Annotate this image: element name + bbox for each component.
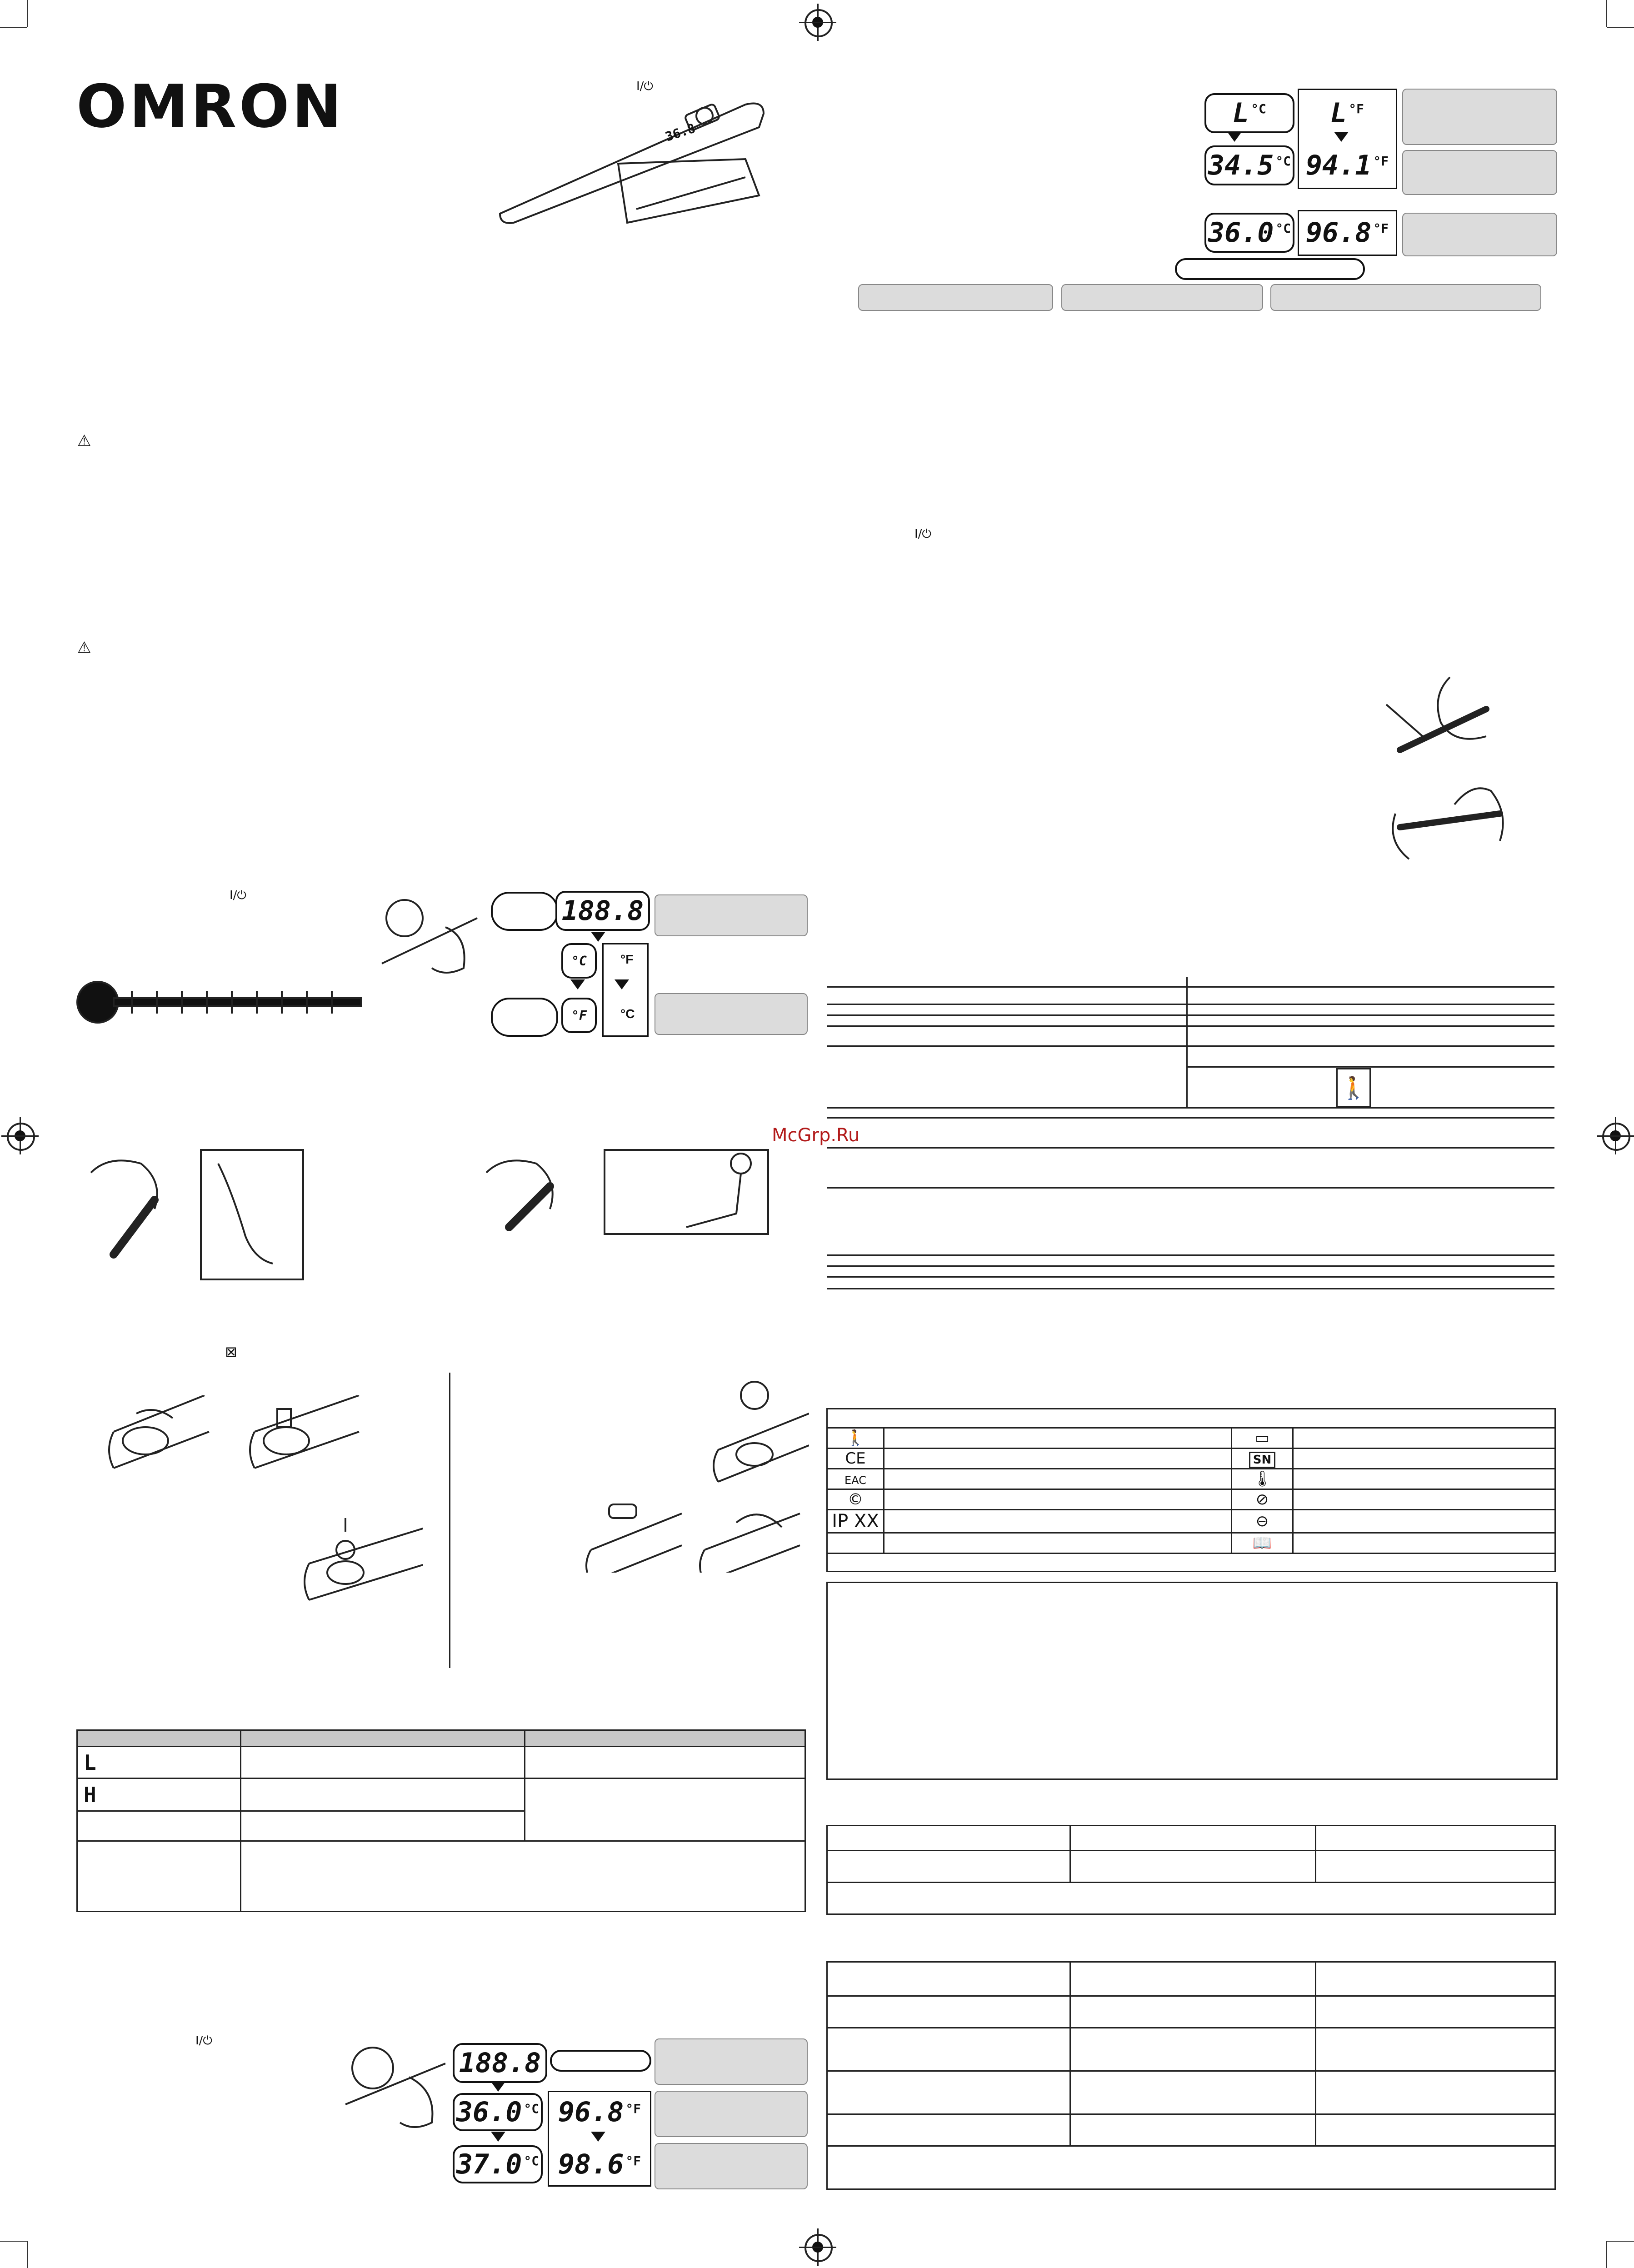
lcd-unit: °F xyxy=(1373,221,1389,236)
symbol-cell xyxy=(827,1469,884,1489)
crop-mark xyxy=(1607,2241,1634,2242)
lcd-unit: °F xyxy=(625,2101,641,2116)
table-cell xyxy=(1293,1469,1555,1489)
lcd-low-c xyxy=(1204,93,1294,133)
lcd-value-968: 96.8 xyxy=(558,2096,624,2128)
crop-mark xyxy=(1607,27,1634,28)
applied-part-icon: 🚶 xyxy=(845,1429,865,1447)
table-cell xyxy=(1070,2114,1316,2146)
power-symbol-top: I/⏻ xyxy=(636,80,653,93)
hand-pressing-button-illustration xyxy=(377,891,482,982)
thermometer-icon: 🌡 xyxy=(1252,1470,1272,1488)
table-cell xyxy=(1316,1962,1555,1996)
crop-mark xyxy=(0,27,27,28)
table-cell xyxy=(1070,1962,1316,1996)
error-code-l: L xyxy=(84,1750,96,1775)
table-cell xyxy=(241,1811,525,1841)
table-header-cell xyxy=(827,1409,1555,1428)
spec-rule xyxy=(827,1265,1554,1267)
symbol-cell xyxy=(1232,1428,1293,1449)
certification-mark-icon: © xyxy=(848,1490,863,1509)
grey-label-box xyxy=(1061,284,1263,311)
grey-note-box xyxy=(655,2091,808,2137)
table-cell xyxy=(241,1841,805,1912)
symbol-cell xyxy=(827,1449,884,1469)
table-cell xyxy=(1316,1851,1555,1883)
spec-rule xyxy=(827,1187,1554,1189)
error-table xyxy=(76,1729,806,1912)
eac-mark-icon: EAC xyxy=(844,1474,866,1487)
spec-rule xyxy=(827,1276,1554,1278)
battery-cover-removal-illustration xyxy=(105,1395,423,1668)
table-cell xyxy=(1070,1826,1316,1851)
table-cell xyxy=(77,1747,241,1778)
table-cell xyxy=(77,1811,241,1841)
lcd-memory-c xyxy=(453,2093,543,2131)
callout-bubble xyxy=(1175,258,1365,280)
lcd-value-370: 37.0 xyxy=(456,2148,522,2180)
lcd-memory-c-2 xyxy=(453,2145,543,2183)
dc-icon: ▭ xyxy=(1254,1429,1270,1447)
table-cell xyxy=(884,1428,1232,1449)
table-cell xyxy=(1316,2114,1555,2146)
lcd-low-f-value: L xyxy=(1330,97,1347,129)
armpit-seated-illustration xyxy=(477,1145,773,1236)
table-cell xyxy=(1293,1428,1555,1449)
read-manual-icon: 📖 xyxy=(1252,1534,1272,1552)
hand-pressing-button-illustration-2 xyxy=(341,2036,450,2136)
registration-mark-left xyxy=(7,1123,35,1151)
lcd-display-full xyxy=(555,891,650,931)
arrow-down-icon xyxy=(570,979,585,989)
table-cell xyxy=(525,1778,805,1841)
table-cell xyxy=(827,2114,1070,2146)
table-cell xyxy=(827,1826,1070,1851)
lcd-memory-f-2 xyxy=(552,2145,647,2183)
table-cell xyxy=(241,1747,525,1778)
lcd-low-f xyxy=(1302,93,1392,133)
lcd-unit-c xyxy=(561,943,597,979)
oral-measurement-illustration xyxy=(1382,668,1527,868)
do-not-reuse-icon: ⊘ xyxy=(1255,1490,1269,1509)
table-header-cell xyxy=(77,1730,241,1747)
table-header-cell xyxy=(525,1730,805,1747)
table-cell xyxy=(884,1533,1232,1554)
table-cell xyxy=(1316,2028,1555,2071)
grey-note-box xyxy=(655,2143,808,2189)
arrow-down-icon xyxy=(1227,132,1242,142)
lcd-unit: °C xyxy=(524,2101,540,2116)
table-cell xyxy=(1316,2071,1555,2114)
grey-note-box xyxy=(655,2038,808,2085)
lcd-unit: °C xyxy=(1251,101,1266,116)
grey-note-box xyxy=(655,894,808,936)
power-symbol-right: I/⏻ xyxy=(914,527,931,541)
spec-rule xyxy=(827,1147,1554,1149)
unit-f-label: °F xyxy=(620,952,634,966)
table-cell xyxy=(1316,1826,1555,1851)
grey-note-box xyxy=(655,993,808,1035)
lcd-unit: °F xyxy=(625,2153,641,2168)
serial-number-icon: SN xyxy=(1249,1452,1276,1468)
info-table xyxy=(826,1825,1556,1915)
battery-symbol: ⊠ xyxy=(225,1343,237,1360)
thermometer-illustration xyxy=(491,77,782,241)
table-cell xyxy=(884,1489,1232,1510)
symbol-cell xyxy=(827,1489,884,1510)
armpit-measurement-illustration xyxy=(82,1145,309,1282)
spec-rule xyxy=(827,1025,1554,1027)
table-cell xyxy=(1293,1489,1555,1510)
lcd-low-c-value: L xyxy=(1233,97,1249,129)
unit-f-label-2: °F xyxy=(571,1008,587,1023)
top-thermo-display: 36.8 xyxy=(663,120,697,145)
registration-mark-bottom xyxy=(805,2234,833,2262)
spec-divider xyxy=(1186,977,1188,1107)
lcd-unit: °F xyxy=(1373,154,1389,169)
lcd-unit: °C xyxy=(1275,221,1291,236)
lcd-unit: °F xyxy=(1349,101,1364,116)
spec-rule xyxy=(827,1045,1554,1047)
table-cell xyxy=(827,2028,1070,2071)
crop-mark xyxy=(1606,0,1607,27)
text-box xyxy=(826,1582,1558,1780)
table-cell xyxy=(827,1851,1070,1883)
lcd-value-c xyxy=(1204,145,1294,185)
table-cell xyxy=(77,1841,241,1912)
callout-bubble xyxy=(491,998,558,1037)
symbol-cell xyxy=(1232,1510,1293,1533)
table-cell xyxy=(1293,1510,1555,1533)
lcd-memory-f xyxy=(552,2093,647,2131)
table-cell xyxy=(827,2071,1070,2114)
crop-mark xyxy=(27,2241,28,2268)
callout-bubble xyxy=(491,892,558,931)
lcd-full-digits-2: 188.8 xyxy=(459,2047,541,2079)
table-cell xyxy=(884,1469,1232,1489)
table-cell xyxy=(1316,1996,1555,2028)
lcd-unit: °C xyxy=(1275,154,1291,169)
spec-rule xyxy=(827,1117,1554,1119)
registration-mark-top xyxy=(805,9,833,37)
section-divider xyxy=(449,1373,450,1668)
symbol-table xyxy=(826,1408,1556,1572)
table-cell xyxy=(1070,2028,1316,2071)
grey-note-box xyxy=(1402,150,1557,195)
warning-icon: ⚠ xyxy=(77,639,91,657)
grey-label-box xyxy=(858,284,1053,311)
unit-c-label: °C xyxy=(571,953,587,969)
crop-mark xyxy=(1606,2241,1607,2268)
callout-bubble xyxy=(550,2050,651,2072)
lcd-unit-f xyxy=(561,998,597,1033)
spec-rule xyxy=(1186,1066,1554,1068)
ip-rating-label: IP XX xyxy=(832,1511,879,1532)
lcd-value-360-b: 36.0 xyxy=(1208,217,1274,249)
lcd-value-986: 98.6 xyxy=(558,2148,624,2180)
lcd-display-full-2 xyxy=(453,2043,547,2083)
crop-mark xyxy=(27,0,28,27)
spec-rule xyxy=(827,1004,1554,1005)
lcd-value-360: 36.0 xyxy=(456,2096,522,2128)
power-symbol-memory: I/⏻ xyxy=(195,2034,212,2048)
ce-mark-icon: CE xyxy=(845,1449,866,1468)
table-cell xyxy=(1070,1996,1316,2028)
arrow-down-icon xyxy=(591,2132,605,2142)
error-code-h: H xyxy=(84,1782,96,1807)
spec-rule xyxy=(827,986,1554,988)
symbol-cell xyxy=(827,1428,884,1449)
table-cell xyxy=(1070,2071,1316,2114)
grey-note-box xyxy=(1402,89,1557,145)
lcd-full-digits: 188.8 xyxy=(561,895,644,927)
table-cell xyxy=(827,1996,1070,2028)
power-symbol: I/⏻ xyxy=(230,889,246,902)
body-type-b-icon: 🚶 xyxy=(1336,1068,1371,1107)
symbol-cell xyxy=(1232,1469,1293,1489)
arrow-down-icon xyxy=(491,2132,505,2142)
spec-rule xyxy=(827,1107,1554,1109)
lcd-unit: °C xyxy=(524,2153,540,2168)
battery-insertion-illustration xyxy=(582,1368,809,1573)
temperature-scale-bar xyxy=(73,977,368,1027)
lcd-value-968-b: 96.8 xyxy=(1305,217,1372,249)
table-header-cell xyxy=(241,1730,525,1747)
spec-rule xyxy=(827,1288,1554,1289)
symbol-cell xyxy=(827,1533,884,1554)
grey-note-box xyxy=(1402,213,1557,256)
table-cell xyxy=(827,2146,1555,2189)
brand-logo: OMRON xyxy=(76,72,345,141)
registration-mark-right xyxy=(1602,1123,1630,1151)
grey-label-box xyxy=(1270,284,1541,311)
warranty-table xyxy=(826,1961,1556,2190)
table-cell xyxy=(827,1962,1070,1996)
table-cell xyxy=(1293,1533,1555,1554)
symbol-cell xyxy=(827,1510,884,1533)
table-cell xyxy=(241,1778,525,1811)
symbol-cell xyxy=(1232,1449,1293,1469)
lcd-final-f xyxy=(1302,213,1392,253)
arrow-down-icon xyxy=(1334,132,1349,142)
spec-rule xyxy=(827,1014,1554,1016)
warning-icon: ⚠ xyxy=(77,432,91,450)
arrow-down-icon xyxy=(615,979,629,989)
crop-mark xyxy=(0,2241,27,2242)
arrow-down-icon xyxy=(491,2082,505,2092)
table-cell xyxy=(827,1554,1555,1572)
watermark: McGrp.Ru xyxy=(772,1125,860,1146)
symbol-cell xyxy=(1232,1533,1293,1554)
humidity-limit-icon: ⊖ xyxy=(1255,1512,1269,1530)
lcd-value-f xyxy=(1302,145,1392,185)
table-cell xyxy=(77,1778,241,1811)
table-cell xyxy=(525,1747,805,1778)
spec-rule xyxy=(827,1254,1554,1256)
unit-c-label-2: °C xyxy=(620,1007,635,1021)
lcd-value-941: 94.1 xyxy=(1305,150,1372,181)
table-cell xyxy=(827,1883,1555,1914)
table-cell xyxy=(884,1449,1232,1469)
lcd-value-345: 34.5 xyxy=(1208,150,1274,181)
arrow-down-icon xyxy=(591,932,605,942)
table-cell xyxy=(884,1510,1232,1533)
table-cell xyxy=(1293,1449,1555,1469)
table-cell xyxy=(1070,1851,1316,1883)
symbol-cell xyxy=(1232,1489,1293,1510)
lcd-final-c xyxy=(1204,213,1294,253)
